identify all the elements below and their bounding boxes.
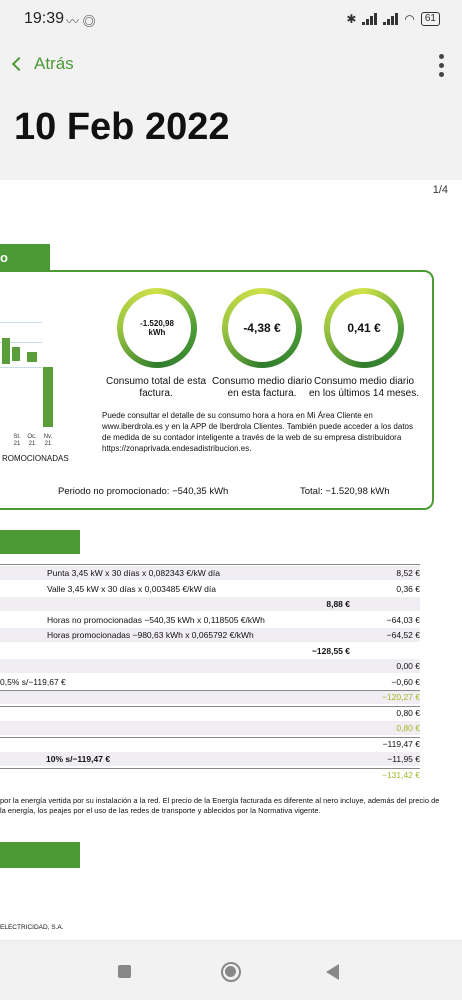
row-amount: −0,60 € (391, 676, 420, 687)
gauge-caption: Consumo medio diario en los últimos 14 meses. (308, 376, 420, 399)
table-row (0, 768, 420, 782)
row-description: Punta 3,45 kW x 30 días x 0,082343 €/kW día (47, 568, 220, 578)
table-separator (0, 564, 420, 565)
table-row (0, 675, 420, 689)
signal-icon-2 (383, 13, 398, 25)
row-subtotal: −128,55 € (311, 645, 350, 656)
gauge-unit: kWh (148, 328, 166, 337)
chevron-left-icon (12, 57, 26, 71)
gauge-caption: Consumo total de esta factura. (105, 376, 207, 399)
table-row (0, 706, 420, 720)
row-description: 0,5% s/−119,67 € (0, 676, 66, 687)
table-row (0, 737, 420, 751)
section-header-text: o (0, 250, 8, 265)
gauge-value: -4,38 € (243, 321, 281, 335)
table-row (0, 628, 420, 642)
back-icon[interactable] (326, 964, 339, 980)
gauge-14-month-average (324, 288, 404, 368)
wifi-icon: ◠ (404, 12, 415, 26)
bluetooth-icon: ✱ (346, 12, 357, 26)
table-row (0, 752, 420, 766)
back-button[interactable] (14, 54, 74, 74)
table-row (0, 582, 420, 596)
home-icon[interactable] (221, 962, 241, 982)
section-header-billing (0, 530, 80, 554)
table-row (0, 690, 420, 704)
table-separator (0, 737, 420, 738)
footnote: por la energía vertida por su instalación a la red. El precio de la Energía facturada es diferente al nero incluye, además del precio de la energía, los peajes por el uso de las redes de transporte y ablecidos por la Normativa vigente. (0, 796, 440, 815)
status-icons (346, 12, 440, 26)
table-row (0, 597, 420, 611)
system-nav-bar (0, 940, 462, 1000)
row-amount: 8,52 € (396, 568, 420, 578)
gauge-value: 0,41 € (347, 321, 381, 335)
row-description: Horas promocionadas −980,63 kWh x 0,065792 €/kWh (47, 630, 254, 640)
chart-bar (2, 338, 10, 364)
info-note: Puede consultar el detalle de su consumo hora a hora en Mi Área Cliente en www.iberdrola.es y en la APP de Iberdrola Clientes. También puede acceder a los datos de medida de su contador inteligente a través de la web de su empresa distribuidora https://zonaprivada.endesadistribucion.es. (102, 411, 413, 453)
gauge-total-consumption (117, 288, 197, 368)
signal-icon (362, 13, 377, 25)
more-options-icon[interactable] (439, 54, 444, 77)
month-label: 21 (13, 441, 21, 447)
chart-bar (27, 352, 37, 362)
table-row (0, 659, 420, 673)
period-no-promo: Periodo no promocionado: −540,35 kWh (58, 486, 229, 497)
row-description: Horas no promocionadas −540,35 kWh x 0,118505 €/kWh (47, 614, 265, 625)
notification-icons: 〰 ◎ (66, 14, 96, 29)
table-separator (0, 706, 420, 707)
row-amount: 0,36 € (396, 583, 420, 594)
gauge-caption: Consumo medio diario en esta factura. (211, 376, 313, 399)
section-header-footer (0, 842, 80, 868)
row-amount: 0,00 € (396, 661, 420, 671)
company-name: ELECTRICIDAD, S.A. (0, 924, 64, 931)
battery-icon: 61 (421, 12, 440, 26)
recent-apps-icon[interactable] (118, 965, 131, 978)
row-description: Valle 3,45 kW x 30 días x 0,003485 €/kW día (47, 583, 216, 594)
total-consumption: Total: −1.520,98 kWh (300, 486, 390, 497)
table-separator (0, 690, 420, 691)
gauge-value: -1.520,98 (140, 319, 174, 328)
invoice-document[interactable] (0, 180, 462, 940)
row-amount: −11,95 € (387, 754, 420, 764)
row-amount: 0,80 € (396, 723, 420, 733)
page-counter: 1/4 (432, 184, 448, 196)
table-row (0, 613, 420, 627)
month-label: 21 (28, 441, 36, 447)
chart-bar (12, 347, 20, 361)
month-label: 21 (44, 441, 52, 447)
row-amount: 0,80 € (396, 707, 420, 718)
row-description: 10% s/−119,47 € (46, 754, 111, 764)
app-bar (0, 40, 462, 180)
month-label: Oc. (27, 434, 37, 440)
month-label: St. (13, 434, 21, 440)
section-header-consumption (0, 244, 50, 272)
row-subtotal: 8,88 € (326, 599, 350, 609)
gauge-daily-average (222, 288, 302, 368)
row-amount: −120,27 € (381, 692, 420, 702)
table-separator (0, 768, 420, 769)
row-amount: −119,47 € (382, 738, 420, 749)
status-bar (0, 0, 462, 40)
status-time: 19:39 (24, 10, 65, 27)
consumption-panel (0, 270, 434, 510)
chart-legend: ROMOCIONADAS (2, 454, 69, 463)
table-row (0, 644, 420, 658)
table-row (0, 566, 420, 580)
chart-bar (43, 367, 53, 427)
page-title: 10 Feb 2022 (14, 106, 230, 148)
back-label: Atrás (34, 54, 74, 73)
month-label: Nv. (43, 434, 53, 440)
row-amount: −131,42 € (381, 769, 420, 780)
row-amount: −64,03 € (386, 614, 420, 625)
table-row (0, 721, 420, 735)
row-amount: −64,52 € (386, 630, 420, 640)
consumption-chart (0, 272, 69, 472)
